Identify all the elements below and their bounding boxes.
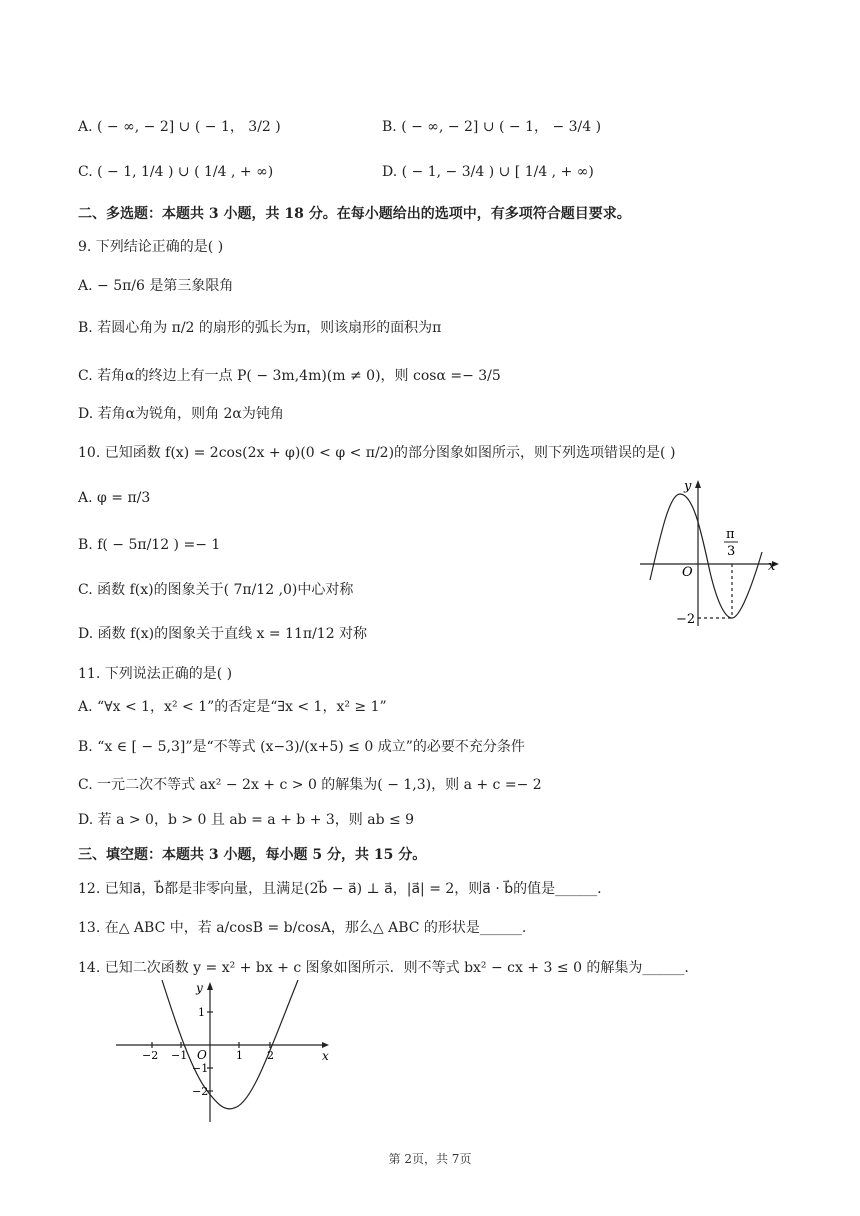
q9-option-d: D. 若角α为锐角，则角 2α为钝角 [78, 406, 284, 422]
page-footer: 第 2页，共 7页 [388, 1152, 472, 1166]
fig10-origin-label: O [682, 565, 693, 580]
q10-option-a: A. φ = π/3 [78, 490, 151, 506]
q10-option-c: C. 函数 f(x)的图象关于( 7π/12 ,0)中心对称 [78, 582, 354, 598]
fig14-y-label: y [196, 981, 203, 995]
fig10-x-label: x [768, 559, 776, 574]
fig10-y-label: y [684, 479, 692, 494]
q8-option-a: A. ( − ∞, − 2] ∪ ( − 1， 3/2 ) [78, 119, 281, 135]
q11-option-b: B. “x ∈ [ − 5,3]”是“不等式 (x−3)/(x+5) ≤ 0 成立”的必要不充分条件 [78, 739, 525, 755]
q13-text: 13. 在△ ABC 中，若 a/cosB = b/cosA，那么△ ABC 的形状是______. [78, 920, 527, 936]
fig14-y-tick-label: −2 [192, 1085, 209, 1098]
fig14-y-tick-label: 1 [198, 1006, 205, 1019]
q9-option-c: C. 若角α的终边上有一点 P( − 3m,4m)(m ≠ 0)，则 cosα =− 3/5 [78, 368, 501, 384]
q8-option-c: C. ( − 1, 1/4 ) ∪ ( 1/4 , + ∞) [78, 164, 274, 180]
fig10-min-label: −2 [676, 612, 696, 627]
q9-stem: 9. 下列结论正确的是( ) [78, 239, 224, 255]
q10-stem: 10. 已知函数 f(x) = 2cos(2x + φ)(0 < φ < π/2)的部分图象如图所示，则下列选项错误的是( ) [78, 445, 676, 461]
q11-option-c: C. 一元二次不等式 ax² − 2x + c > 0 的解集为( − 1,3)，则 a + c =− 2 [78, 777, 542, 793]
q12-text: 12. 已知a⃗，b⃗都是非零向量，且满足(2b⃗ − a⃗) ⊥ a⃗，|a⃗| = 2，则a⃗ · b⃗的值是______. [78, 881, 602, 897]
section-2-heading: 二、多选题：本题共 3 小题，共 18 分。在每小题给出的选项中，有多项符合题目要求。 [78, 206, 631, 222]
fig14-x-tick-label: −2 [142, 1049, 159, 1062]
fig10-pi-over-3-denominator: 3 [727, 544, 736, 559]
fig14-x-tick-label: −1 [171, 1049, 188, 1062]
q8-option-b: B. ( − ∞, − 2] ∪ ( − 1， − 3/4 ) [382, 119, 602, 135]
section-3-heading: 三、填空题：本题共 3 小题，每小题 5 分，共 15 分。 [78, 847, 427, 863]
q14-parabola-graph [112, 980, 337, 1125]
q11-option-a: A. “∀x < 1，x² < 1”的否定是“∃x < 1，x² ≥ 1” [78, 699, 387, 715]
q8-option-d: D. ( − 1, − 3/4 ) ∪ [ 1/4 , + ∞) [382, 164, 594, 180]
fig14-x-tick-label: 1 [236, 1049, 243, 1062]
q9-option-b: B. 若圆心角为 π/2 的扇形的弧长为π，则该扇形的面积为π [78, 320, 442, 336]
q11-option-d: D. 若 a > 0，b > 0 且 ab = a + b + 3，则 ab ≤ 9 [78, 812, 415, 828]
q14-text: 14. 已知二次函数 y = x² + bx + c 图象如图所示．则不等式 bx² − cx + 3 ≤ 0 的解集为______. [78, 960, 689, 976]
q9-option-a: A. − 5π/6 是第三象限角 [78, 278, 234, 294]
fig14-origin-label: O [197, 1048, 207, 1062]
q11-stem: 11. 下列说法正确的是( ) [78, 666, 233, 682]
q10-cosine-graph [636, 476, 786, 631]
fig14-x-label: x [322, 1049, 329, 1063]
fig14-y-tick-label: −1 [192, 1062, 209, 1075]
q10-option-b: B. f( − 5π/12 ) =− 1 [78, 537, 221, 553]
q10-option-d: D. 函数 f(x)的图象关于直线 x = 11π/12 对称 [78, 626, 368, 642]
fig14-x-tick-label: 2 [267, 1049, 274, 1062]
fig10-pi-over-3-numerator: π [726, 527, 735, 542]
